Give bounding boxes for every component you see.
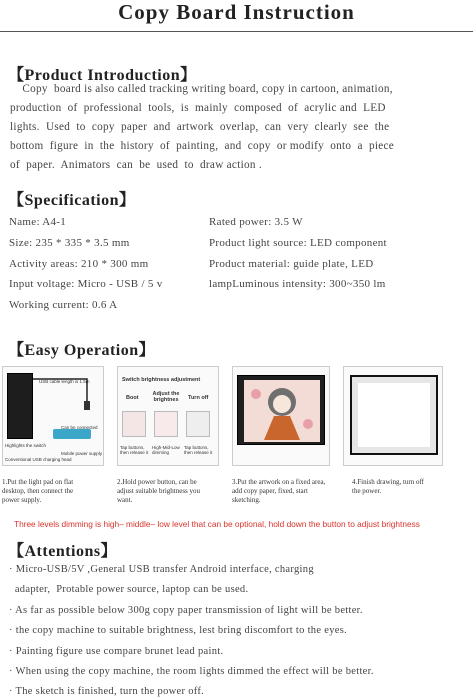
brightness-col-label: Adjust the brightnes <box>152 391 180 403</box>
attentions-list <box>9 560 469 700</box>
brightness-sub-label: Tap buttons, then release it <box>120 445 149 455</box>
page-title: Copy Board Instruction <box>118 0 355 24</box>
step3-caption <box>232 478 325 505</box>
intro-heading: 【Product Introduction】 <box>8 67 197 84</box>
step3-image <box>232 366 330 466</box>
mobile-power-label: Mobile power supply <box>61 451 103 456</box>
usb-length-label: USB cable length is 1.5m <box>39 379 90 384</box>
light-pad-illustration <box>237 375 325 445</box>
spec-item: Product material: guide plate, LED <box>209 257 374 270</box>
power-bank-illustration <box>53 429 91 439</box>
spec-item: lampLuminous intensity: 300~350 lm <box>209 278 386 291</box>
spec-item: Working current: 0.6 A <box>9 299 118 312</box>
spec-right-column <box>209 212 387 295</box>
spec-heading: 【Specification】 <box>8 192 136 209</box>
attention-item: · Painting figure use compare brunet lead paint. <box>9 645 224 657</box>
attention-item: · the copy machine to suitable brightness, lest bring discomfort to the eyes. <box>9 625 348 637</box>
attentions-heading: 【Attentions】 <box>8 543 118 560</box>
caption-line: want. <box>117 496 133 504</box>
intro-line: bottom figure in the history of painting, and copy or modify onto a piece <box>10 140 395 152</box>
dimming-illustration <box>154 411 178 437</box>
caption-line: 3.Put the artwork on a fixed area, <box>232 478 326 486</box>
dimming-note: Three levels dimming is high– middle– low level that can be optional, hold down the button to adjust brightness <box>14 519 420 529</box>
brightness-title: Switch brightness adjustment <box>122 377 201 383</box>
step2-caption <box>117 478 200 505</box>
caption-line: add copy paper, fixed, start <box>232 487 308 495</box>
connect-label: Can be connected <box>61 425 98 430</box>
operation-heading: 【Easy Operation】 <box>8 342 156 359</box>
step4-caption <box>352 478 424 496</box>
step1-caption <box>2 478 73 505</box>
attention-item: · Micro-USB/5V ,General USB transfer Android interface, charging <box>9 564 314 575</box>
attention-item: adapter, Protable power source, laptop can be used. <box>9 584 249 596</box>
caption-line: 1.Put the light pad on flat <box>2 478 74 486</box>
step2-image <box>117 366 219 466</box>
boot-illustration <box>122 411 146 437</box>
step1-image <box>2 366 104 466</box>
title-divider <box>0 31 473 32</box>
caption-line: desktop, then connect the <box>2 487 74 495</box>
step4-image <box>343 366 443 466</box>
charging-head-label: Conventional USB charging head <box>5 457 72 462</box>
brightness-sub-label: High-Mid-Low dimming <box>152 445 180 455</box>
caption-line: 2.Hold power button, can be <box>117 478 197 486</box>
brightness-col-label: Turn off <box>188 395 209 401</box>
spec-item: Activity areas: 210 * 300 mm <box>9 257 149 270</box>
intro-line: Copy board is also called tracking writing board, copy in cartoon, animation, <box>10 83 393 95</box>
paper-illustration <box>358 383 430 447</box>
spec-left-column <box>9 212 163 316</box>
turn-off-illustration <box>186 411 210 437</box>
light-pad-off-illustration <box>350 375 438 455</box>
caption-line: power supply. <box>2 496 42 504</box>
attention-item: · When using the copy machine, the room lights dimmed the effect will be better. <box>9 665 374 677</box>
intro-text <box>10 80 465 175</box>
highlight-switch-label: Highlights the switch <box>5 443 47 448</box>
spec-item: Rated power: 3.5 W <box>209 216 303 228</box>
brightness-col-label: Boot <box>126 395 139 401</box>
spec-item: Name: A4-1 <box>9 216 67 228</box>
caption-line: adjust suitable brightness you <box>117 487 201 495</box>
artwork-illustration <box>244 380 320 442</box>
intro-line: production of professional tools, is mainly composed of acrylic and LED <box>10 102 386 114</box>
intro-line: lights. Used to copy paper and artwork overlap, can very clearly see the <box>10 121 390 133</box>
spec-item: Product light source: LED component <box>209 236 387 249</box>
spec-item: Size: 235 * 335 * 3.5 mm <box>9 236 130 249</box>
caption-line: 4.Finish drawing, turn off <box>352 478 425 486</box>
attention-item: · The sketch is finished, turn the power off. <box>9 686 205 698</box>
spec-item: Input voltage: Micro - USB / 5 v <box>9 278 163 291</box>
caption-line: sketching. <box>232 496 261 504</box>
caption-line: the power. <box>352 487 382 495</box>
attention-item: · As far as possible below 300g copy paper transmission of light will be better. <box>9 604 363 616</box>
intro-line: of paper. Animators can be used to draw action . <box>10 159 262 171</box>
brightness-sub-label: Tap buttons, then release it <box>184 445 213 455</box>
anime-character-illustration <box>244 380 320 442</box>
